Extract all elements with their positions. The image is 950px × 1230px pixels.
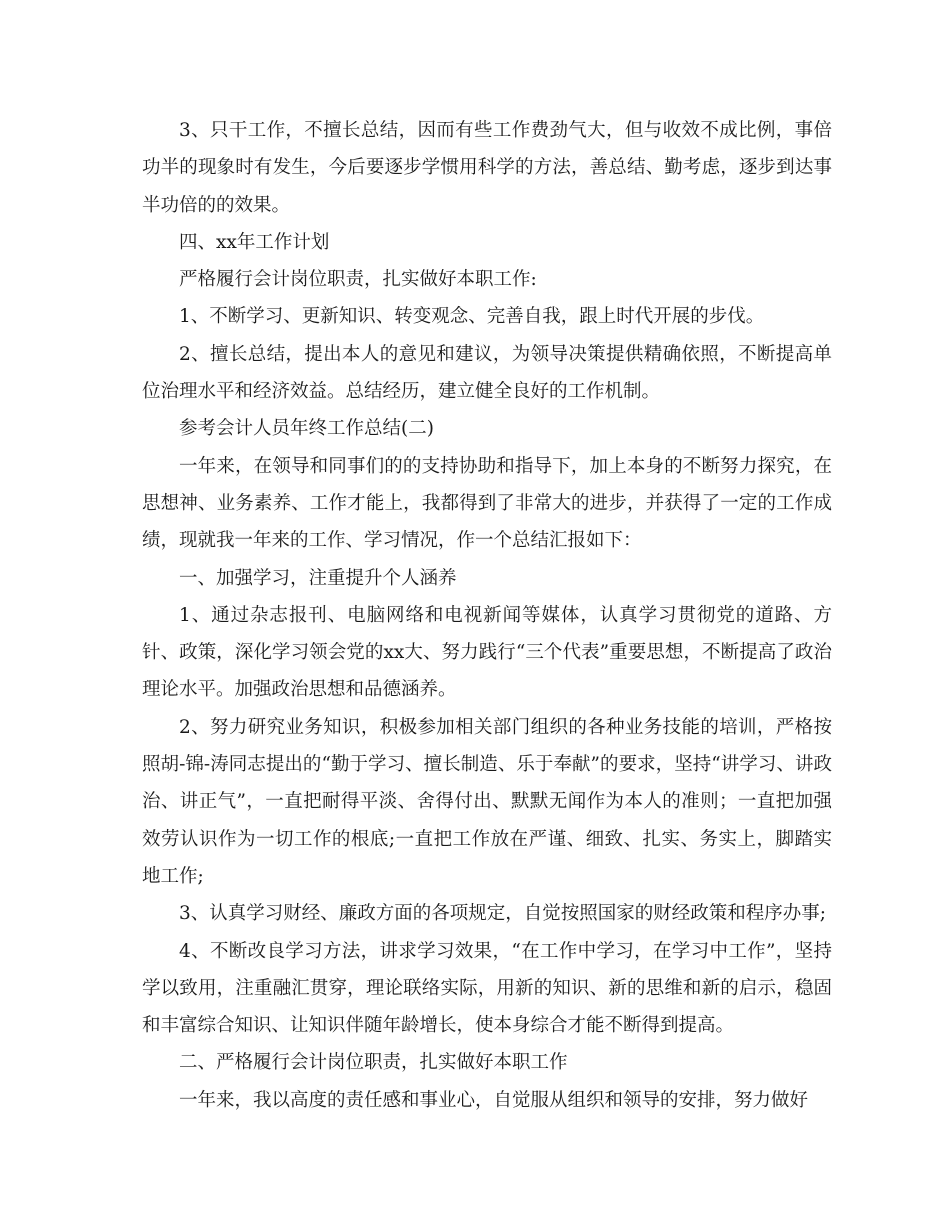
section-heading-work-plan: 四、xx年工作计划: [179, 231, 330, 253]
paragraph-5: 2、擅长总结，提出本人的意见和建议，为领导决策提供精确依照，不断提高单位治理水平和经济效益。总结经历，建立健全良好的工作机制。: [142, 343, 832, 403]
paragraph-14: 一年来，我以高度的责任感和事业心，自觉服从组织和领导的安排，努力做好: [179, 1089, 809, 1111]
paragraph-9: 1、通过杂志报刊、电脑网络和电视新闻等媒体，认真学习贯彻党的道路、方针、政策，深化学习领会党的xx大、努力践行“三个代表”重要思想，不断提高了政治理论水平。加强政治思想和品德涵养。: [142, 604, 832, 701]
paragraph-10: 2、努力研究业务知识，积极参加相关部门组织的各种业务技能的培训，严格按照胡-锦-涛同志提出的“勤于学习、擅长制造、乐于奉献”的要求，坚持“讲学习、讲政治、讲正气”，一直把耐得平淡、舍得付出、默默无闻作为本人的准则；一直把加强效劳认识作为一切工作的根底;一直把工作放在严谨、细致、扎实、务实上，脚踏实地工作;: [142, 716, 832, 887]
paragraph-3: 严格履行会计岗位职责，扎实做好本职工作:: [179, 269, 537, 291]
paragraph-7: 一年来，在领导和同事们的的支持协助和指导下，加上本身的不断努力探究，在思想神、业务素养、工作才能上，我都得到了非常大的进步，并获得了一定的工作成绩，现就我一年来的工作、学习情况，作一个总结汇报如下：: [142, 455, 832, 552]
document-body: [142, 112, 832, 1119]
section-title-summary-two: 参考会计人员年终工作总结(二): [179, 418, 434, 440]
paragraph-1: 3、只干工作，不擅长总结，因而有些工作费劲气大，但与收效不成比例，事倍功半的现象时有发生，今后要逐步学惯用科学的方法，善总结、勤考虑，逐步到达事半功倍的的效果。: [142, 120, 832, 216]
section-heading-study: 一、加强学习，注重提升个人涵养: [179, 567, 457, 589]
paragraph-11: 3、认真学习财经、廉政方面的各项规定，自觉按照国家的财经政策和程序办事;: [179, 903, 827, 925]
paragraph-4: 1、不断学习、更新知识、转变观念、完善自我，跟上时代开展的步伐。: [179, 306, 765, 328]
paragraph-12: 4、不断改良学习方法，讲求学习效果，“在工作中学习，在学习中工作”，坚持学以致用，注重融汇贯穿，理论联络实际，用新的知识、新的思维和新的启示，稳固和丰富综合知识、让知识伴随年龄增长，使本身综合才能不断得到提高。: [142, 940, 832, 1037]
section-heading-duties: 二、严格履行会计岗位职责，扎实做好本职工作: [179, 1052, 568, 1074]
